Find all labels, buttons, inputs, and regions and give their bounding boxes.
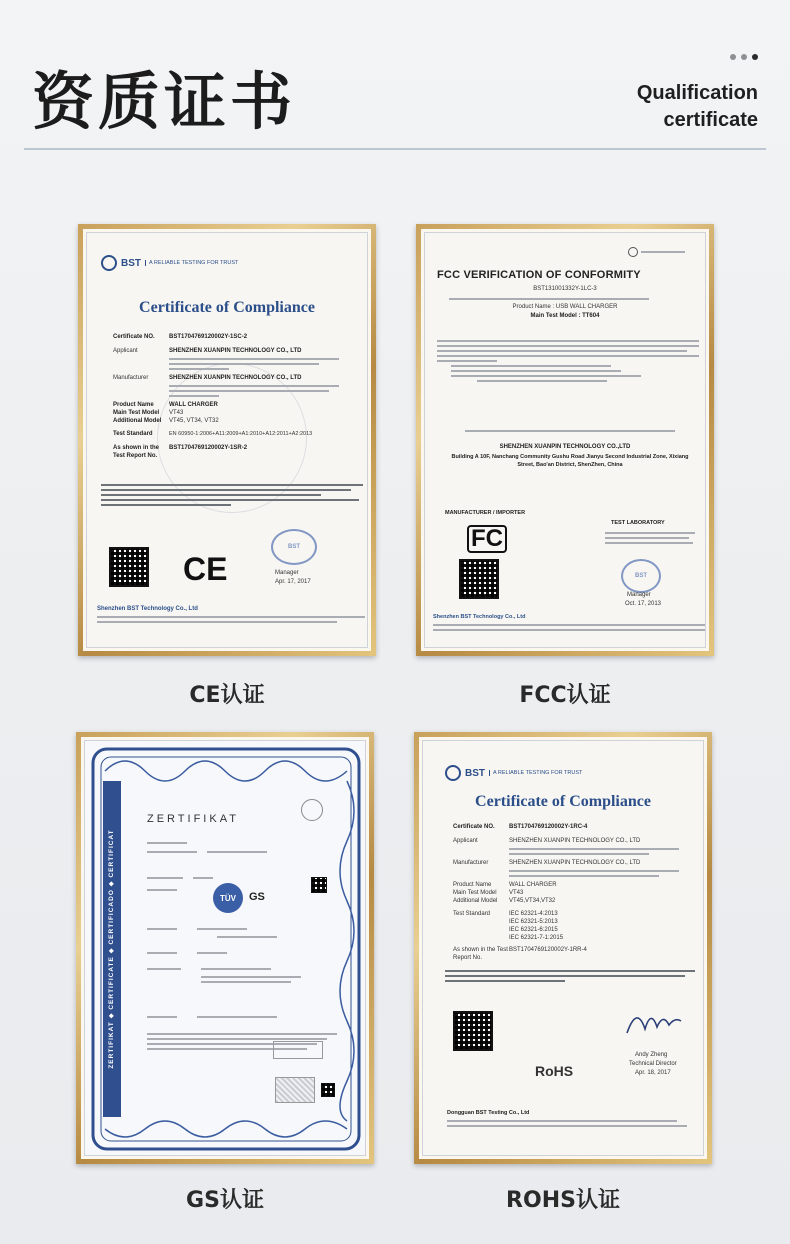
certificate-paper	[422, 740, 704, 1156]
fcc-mark: FC	[467, 525, 507, 553]
dot-icon	[741, 54, 747, 60]
decorative-dots	[730, 54, 758, 60]
issue-date: Apr. 18, 2017	[635, 1070, 671, 1076]
footer-company: Shenzhen BST Technology Co., Ltd	[433, 614, 526, 620]
page-title-en-line1: Qualification	[636, 82, 758, 104]
model-value: VT43	[169, 410, 184, 416]
certificate-ce[interactable]	[78, 224, 376, 656]
report-number: BST1704769120002Y-1SR-2	[169, 445, 248, 451]
header-divider	[24, 148, 766, 150]
certificate-fcc[interactable]	[416, 224, 714, 656]
certificate-number: BST1704769120002Y-1RC-4	[509, 824, 588, 830]
certificate-rohs[interactable]	[414, 732, 712, 1164]
field-label: Certificate NO.	[113, 334, 155, 340]
applicant-name: SHENZHEN XUANPIN TECHNOLOGY CO., LTD	[169, 348, 302, 354]
certificate-gs[interactable]	[76, 732, 374, 1164]
dot-icon	[730, 54, 736, 60]
brand-name: BST	[465, 767, 485, 779]
standard-value: EN 60950-1:2006+A11:2009+A1:2010+A12:2011+A2:2013	[169, 431, 313, 437]
field-label: Additional Model	[453, 898, 498, 904]
footer-company: Dongguan BST Testing Co., Ltd	[447, 1110, 530, 1116]
gold-frame	[414, 732, 712, 1164]
signer-title: Technical Director	[629, 1061, 677, 1067]
bst-logo-icon	[445, 765, 461, 781]
field-label: Manufacturer	[453, 860, 489, 866]
gold-frame	[78, 224, 376, 656]
field-label: Product Name	[453, 882, 492, 888]
field-label: As shown in the Test Report No.	[113, 445, 160, 459]
certificate-paper	[84, 740, 366, 1156]
ce-mark: CE	[183, 551, 228, 587]
standard-value: IEC 62321-5:2013	[509, 919, 558, 925]
manufacturer-name: SHENZHEN XUANPIN TECHNOLOGY CO., LTD	[169, 375, 302, 381]
bst-logo-icon	[628, 247, 638, 257]
product-name: WALL CHARGER	[509, 882, 557, 888]
issue-date: Apr. 17, 2017	[275, 579, 311, 585]
page-header	[0, 0, 790, 150]
field-label: Main Test Model	[113, 410, 160, 416]
gs-mark: GS	[249, 891, 265, 903]
certificate-paper	[424, 232, 706, 648]
seal-icon	[301, 799, 323, 821]
field-label: As shown in the Test Report No.	[453, 947, 508, 961]
caption-ce: CE认证	[189, 683, 265, 708]
footer-company: Shenzhen BST Technology Co., Ltd	[97, 606, 198, 612]
signature-icon	[623, 1003, 683, 1039]
qr-code-icon	[459, 559, 499, 599]
additional-model-value: VT45, VT34, VT32	[169, 418, 219, 424]
seal-stamp-icon: BST	[271, 529, 317, 565]
brand-name: BST	[121, 257, 141, 269]
manufacturer-label: MANUFACTURER / IMPORTER	[445, 510, 526, 516]
side-text: ZERTIFIKAT ◆ CERTIFICATE ◆ CERTIFICADO ◆ CERTIFICAT	[108, 829, 115, 1069]
caption-fcc: FCC认证	[519, 683, 611, 708]
seal-stamp-icon: BST	[621, 559, 661, 593]
company-name: SHENZHEN XUANPIN TECHNOLOGY CO.,LTD	[499, 444, 631, 450]
certificate-number: BST1704769120002Y-1SC-2	[169, 334, 248, 340]
field-label: Applicant	[453, 838, 478, 844]
doc-title: Certificate of Compliance	[475, 793, 651, 810]
applicant-name: SHENZHEN XUANPIN TECHNOLOGY CO., LTD	[509, 838, 641, 844]
doc-title: ZERTIFIKAT	[147, 813, 239, 825]
model-line: Main Test Model : TT604	[530, 313, 600, 319]
doc-number: BST131001332Y-1LC-3	[533, 286, 597, 292]
qr-code-icon	[311, 877, 327, 893]
caption-gs: GS认证	[186, 1188, 264, 1213]
field-label: Main Test Model	[453, 890, 497, 896]
page-title-cn: 资质证书	[32, 65, 297, 138]
qr-code-icon	[321, 1083, 335, 1097]
certificate-paper	[86, 232, 368, 648]
tuv-mark-icon: TÜV	[213, 883, 243, 913]
signature-box	[273, 1041, 323, 1059]
hologram-icon	[275, 1077, 315, 1103]
field-label: Product Name	[113, 402, 154, 408]
issue-date: Oct. 17, 2013	[625, 601, 662, 607]
doc-title: Certificate of Compliance	[139, 299, 315, 316]
product-name: WALL CHARGER	[169, 402, 218, 408]
field-label: Applicant	[113, 348, 138, 354]
signer-title: Manager	[275, 570, 299, 576]
caption-rohs: ROHS认证	[506, 1188, 620, 1213]
qr-code-icon	[453, 1011, 493, 1051]
standard-value: IEC 62321-6:2015	[509, 927, 558, 933]
bst-logo-icon	[101, 255, 117, 271]
field-label: Test Standard	[453, 911, 491, 917]
field-label: Additional Model	[113, 418, 162, 424]
additional-model-value: VT45,VT34,VT32	[509, 898, 556, 904]
page-title-en-line2: certificate	[663, 109, 758, 131]
gold-frame	[76, 732, 374, 1164]
rohs-mark: RoHS	[535, 1063, 574, 1079]
model-value: VT43	[509, 890, 524, 896]
page-title-en	[637, 80, 758, 134]
product-line: Product Name : USB WALL CHARGER	[512, 304, 618, 310]
brand-tagline: A RELIABLE TESTING FOR TRUST	[489, 770, 582, 776]
manufacturer-name: SHENZHEN XUANPIN TECHNOLOGY CO., LTD	[509, 860, 641, 866]
dot-icon	[752, 54, 758, 60]
gold-frame	[416, 224, 714, 656]
report-number: BST1704769120002Y-1RR-4	[509, 947, 587, 953]
signer-name: Andy Zheng	[635, 1052, 668, 1058]
field-label: Test Standard	[113, 431, 153, 437]
brand-tagline: A RELIABLE TESTING FOR TRUST	[145, 260, 238, 266]
doc-title: FCC VERIFICATION OF CONFORMITY	[437, 269, 641, 281]
qr-code-icon	[109, 547, 149, 587]
standard-value: IEC 62321-7-1:2015	[509, 935, 564, 941]
field-label: Certificate NO.	[453, 824, 495, 830]
lab-label: TEST LABORATORY	[611, 520, 665, 526]
company-address: Building A 10F, Nanchang Community Gushu Road Jianyu Second Industrial Zone, Xixiang Street, Bao'an District, ShenZhen, China	[451, 454, 689, 468]
field-label: Manufacturer	[113, 375, 149, 381]
signer-title: Manager	[627, 592, 651, 598]
standard-value: IEC 62321-4:2013	[509, 911, 558, 917]
